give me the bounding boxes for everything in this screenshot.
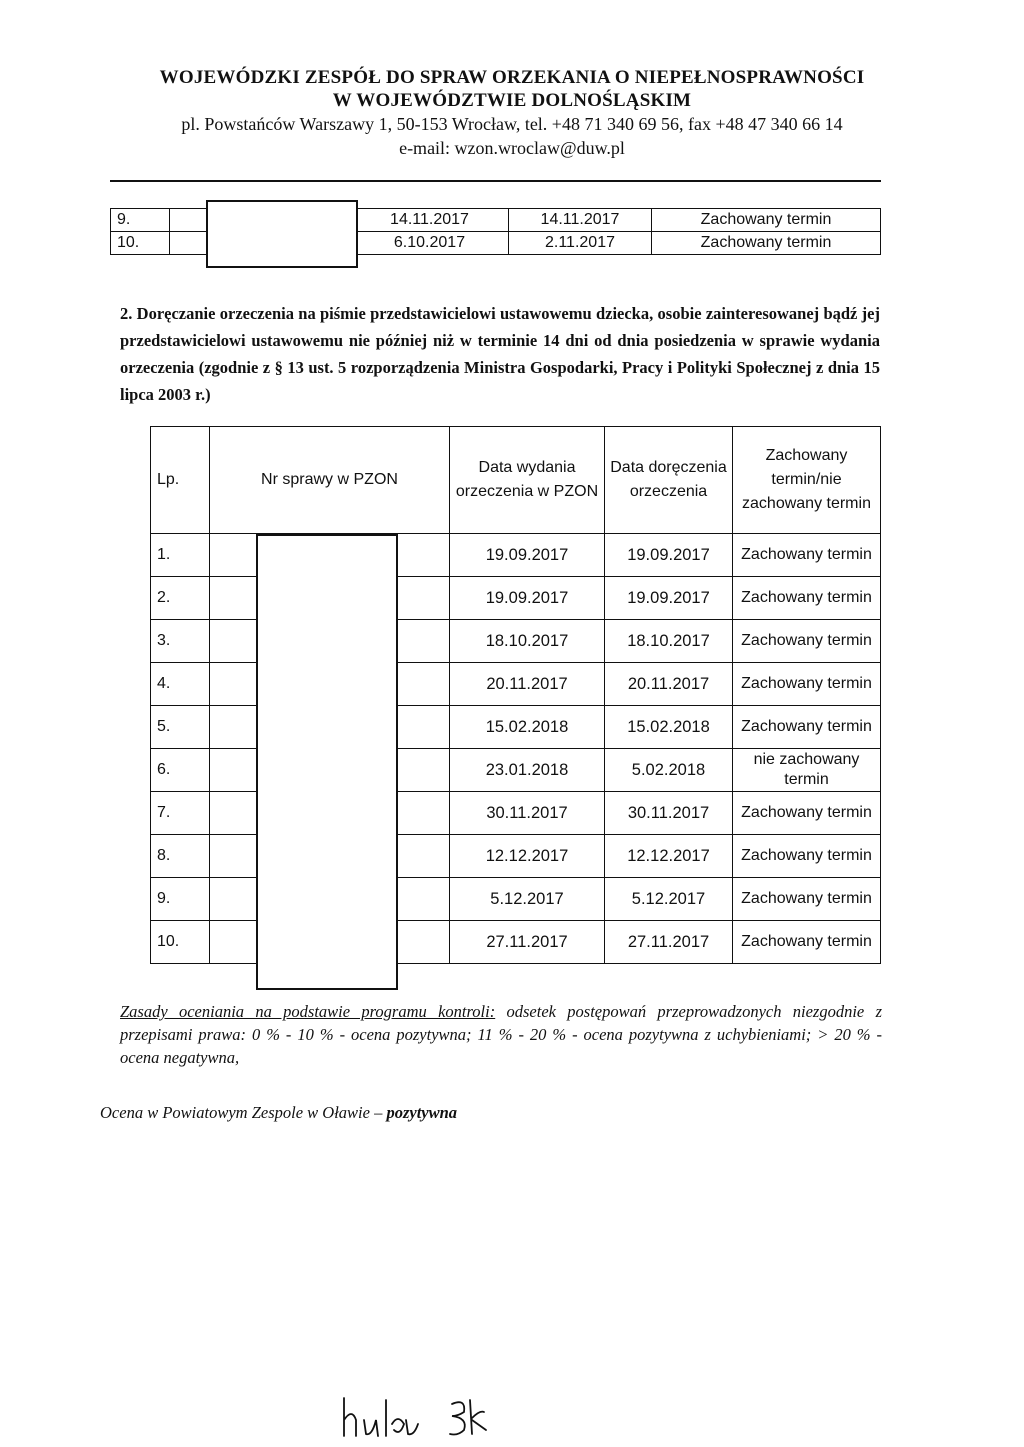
delivery-date-cell: 30.11.2017 (605, 792, 733, 835)
issue-date-cell: 12.12.2017 (450, 835, 605, 878)
issue-date-cell: 30.11.2017 (450, 792, 605, 835)
delivery-date-cell: 20.11.2017 (605, 663, 733, 706)
status-cell: Zachowany termin (733, 577, 881, 620)
status-cell: Zachowany termin (733, 792, 881, 835)
header-issue-date: Data wydania orzeczenia w PZON (450, 427, 605, 534)
letterhead (0, 66, 1024, 160)
status-cell: Zachowany termin (733, 835, 881, 878)
evaluation-prefix: Ocena w Powiatowym Zespole w Oławie – (100, 1103, 387, 1122)
lp-cell: 9. (111, 209, 170, 232)
table-header-row (151, 427, 881, 534)
lp-cell: 10. (151, 921, 210, 964)
lp-cell: 7. (151, 792, 210, 835)
issue-date-cell: 15.02.2018 (450, 706, 605, 749)
issue-date-cell: 14.11.2017 (351, 209, 509, 232)
handwritten-signature (340, 1390, 520, 1440)
lp-cell: 6. (151, 749, 210, 792)
institution-email: e-mail: wzon.wroclaw@duw.pl (399, 138, 625, 158)
delivery-date-cell: 27.11.2017 (605, 921, 733, 964)
status-cell: Zachowany termin (652, 209, 881, 232)
status-cell: Zachowany termin (733, 663, 881, 706)
delivery-date-cell: 5.02.2018 (605, 749, 733, 792)
institution-region: W WOJEWÓDZTWIE DOLNOŚLĄSKIM (332, 90, 692, 111)
lp-cell: 3. (151, 620, 210, 663)
delivery-date-cell: 19.09.2017 (605, 534, 733, 577)
issue-date-cell: 23.01.2018 (450, 749, 605, 792)
lp-cell: 5. (151, 706, 210, 749)
institution-address: pl. Powstańców Warszawy 1, 50-153 Wrocław, tel. +48 71 340 69 56, fax +48 47 340 66 14 (181, 114, 843, 134)
lp-cell: 4. (151, 663, 210, 706)
redaction-box (206, 200, 358, 268)
delivery-date-cell: 19.09.2017 (605, 577, 733, 620)
issue-date-cell: 19.09.2017 (450, 577, 605, 620)
header-status: Zachowany termin/nie zachowany termin (733, 427, 881, 534)
lp-cell: 1. (151, 534, 210, 577)
issue-date-cell: 27.11.2017 (450, 921, 605, 964)
issue-date-cell: 19.09.2017 (450, 534, 605, 577)
lp-cell: 2. (151, 577, 210, 620)
status-cell: nie zachowany termin (733, 749, 881, 792)
lp-cell: 9. (151, 878, 210, 921)
lp-cell: 10. (111, 232, 170, 255)
header-lp: Lp. (151, 427, 210, 534)
evaluation-rules (120, 1000, 882, 1069)
evaluation-result (100, 1103, 457, 1123)
rules-label: Zasady oceniania na podstawie programu kontroli: (120, 1002, 496, 1021)
institution-name: WOJEWÓDZKI ZESPÓŁ DO SPRAW ORZEKANIA O NIEPEŁNOSPRAWNOŚCI (159, 67, 865, 88)
status-cell: Zachowany termin (733, 706, 881, 749)
delivery-date-cell: 5.12.2017 (605, 878, 733, 921)
status-cell: Zachowany termin (733, 878, 881, 921)
delivery-date-cell: 18.10.2017 (605, 620, 733, 663)
header-case-number: Nr sprawy w PZON (210, 427, 450, 534)
issue-date-cell: 20.11.2017 (450, 663, 605, 706)
header-delivery-date: Data doręczenia orzeczenia (605, 427, 733, 534)
header-divider (110, 180, 881, 182)
section-2-paragraph: 2. Doręczanie orzeczenia na piśmie przedstawicielowi ustawowemu dziecka, osobie zainteresowanej bądź jej przedstawicielowi ustawowemu nie później niż w terminie 14 dni od dnia posiedzenia w sprawie wydania orzeczenia (zgodnie z § 13 ust. 5 rozporządzenia Ministra Gospodarki, Pracy i Polityki Społecznej z dnia 15 lipca 2003 r.) (120, 304, 880, 404)
status-cell: Zachowany termin (733, 534, 881, 577)
issue-date-cell: 18.10.2017 (450, 620, 605, 663)
delivery-date-cell: 15.02.2018 (605, 706, 733, 749)
evaluation-value: pozytywna (386, 1103, 458, 1122)
rules-text: odsetek postępowań przeprowadzonych niezgodnie z przepisami prawa: 0 % - 10 % - ocena pozytywna; 11 % - 20 % - ocena pozytywna z uchybieniami; > 20 % - ocena negatywna, (120, 1002, 882, 1067)
delivery-date-cell: 12.12.2017 (605, 835, 733, 878)
issue-date-cell: 6.10.2017 (351, 232, 509, 255)
delivery-date-cell: 2.11.2017 (509, 232, 652, 255)
status-cell: Zachowany termin (733, 921, 881, 964)
lp-cell: 8. (151, 835, 210, 878)
status-cell: Zachowany termin (733, 620, 881, 663)
status-cell: Zachowany termin (652, 232, 881, 255)
redaction-box (256, 534, 398, 990)
issue-date-cell: 5.12.2017 (450, 878, 605, 921)
delivery-date-cell: 14.11.2017 (509, 209, 652, 232)
